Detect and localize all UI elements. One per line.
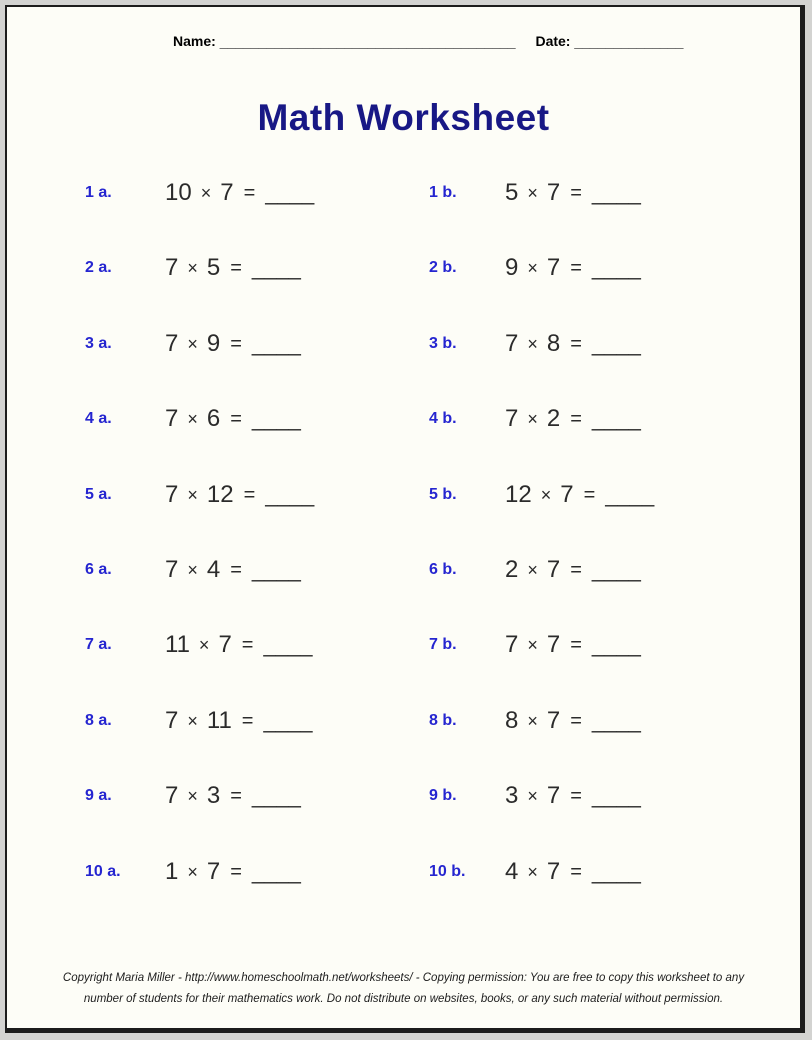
problem-expression-4a	[165, 405, 301, 433]
multiply-sign-1a: ×	[200, 183, 212, 203]
equals-sign-9b: =	[570, 785, 582, 808]
multiply-sign-4a: ×	[187, 409, 198, 430]
problem-expression-3b	[505, 330, 641, 358]
problem-row-3	[7, 330, 800, 362]
equals-sign-7a: =	[241, 634, 254, 657]
answer-blank-5a: ____	[265, 481, 315, 507]
problem-expression-1b	[505, 179, 641, 207]
multiply-sign-10a: ×	[187, 861, 198, 882]
factor-1-1a: 10	[165, 179, 192, 206]
factor-2-10b: 7	[546, 857, 561, 885]
answer-blank-1b: ____	[591, 180, 641, 205]
factor-2-8b: 7	[546, 706, 561, 734]
equals-sign-8b: =	[570, 709, 582, 732]
problem-label-6a: 6 a.	[85, 561, 112, 578]
problem-label-2a: 2 a.	[85, 259, 112, 277]
multiply-sign-5b: ×	[540, 484, 552, 505]
factor-1-3b: 7	[505, 329, 519, 357]
problem-expression-8b	[505, 707, 641, 735]
problem-label-9a: 9 a.	[85, 787, 112, 805]
multiply-sign-4b: ×	[527, 409, 538, 430]
equals-sign-5b: =	[583, 483, 596, 506]
answer-blank-5b: ____	[605, 481, 655, 507]
equals-sign-1b: =	[570, 182, 582, 204]
copyright-line-2: number of students for their mathematics work. Do not distribute on websites, books, or any such material without permission.	[83, 993, 724, 1005]
problem-label-4b: 4 b.	[429, 410, 457, 428]
problem-expression-5a	[165, 481, 314, 509]
problem-label-5a: 5 a.	[85, 485, 112, 503]
problem-expression-3a	[165, 330, 301, 358]
factor-2-5b: 7	[560, 480, 574, 508]
copyright-footer	[7, 968, 800, 1010]
factor-1-9b: 3	[505, 782, 519, 810]
answer-blank-4a: ____	[251, 406, 301, 432]
problem-label-3b: 3 b.	[429, 334, 457, 352]
problem-label-8b: 8 b.	[429, 711, 457, 729]
multiply-sign-5a: ×	[187, 484, 198, 505]
answer-blank-8a: ____	[263, 707, 313, 733]
multiply-sign-6a: ×	[187, 560, 198, 580]
problem-label-10b: 10 b.	[429, 862, 466, 880]
factor-1-8a: 7	[165, 706, 179, 734]
answer-blank-3b: ____	[591, 330, 641, 356]
factor-2-4a: 6	[206, 405, 221, 433]
problem-row-2	[7, 254, 800, 286]
factor-1-6a: 7	[165, 556, 179, 583]
problem-label-5b: 5 b.	[429, 485, 457, 503]
problem-label-1b: 1 b.	[429, 184, 457, 201]
multiply-sign-6b: ×	[527, 560, 538, 580]
worksheet-title: Math Worksheet	[257, 97, 550, 138]
problem-expression-6a	[165, 556, 301, 584]
factor-2-9a: 3	[206, 782, 221, 810]
multiply-sign-8a: ×	[187, 710, 198, 731]
multiply-sign-2b: ×	[527, 258, 538, 279]
factor-1-10a: 1	[165, 857, 179, 885]
problem-row-6	[7, 556, 800, 588]
factor-2-3a: 9	[206, 329, 221, 357]
factor-2-2b: 7	[546, 254, 561, 282]
problem-expression-7a	[165, 631, 312, 659]
factor-1-4b: 7	[505, 405, 519, 433]
answer-blank-8b: ____	[591, 707, 641, 733]
factor-2-7a: 7	[218, 631, 232, 659]
problem-row-9	[7, 782, 800, 814]
problem-label-6b: 6 b.	[429, 561, 457, 578]
equals-sign-2b: =	[570, 257, 582, 280]
factor-2-7b: 7	[546, 631, 561, 659]
date-blank-line: ______________	[574, 33, 684, 49]
factor-2-1b: 7	[546, 179, 561, 206]
multiply-sign-8b: ×	[527, 710, 538, 731]
worksheet-page	[5, 5, 805, 1033]
multiply-sign-7b: ×	[527, 635, 538, 656]
factor-2-5a: 12	[206, 480, 234, 508]
equals-sign-10b: =	[570, 860, 582, 883]
answer-blank-3a: ____	[251, 330, 301, 356]
answer-blank-9a: ____	[251, 783, 301, 809]
problem-expression-1a	[165, 179, 314, 207]
answer-blank-10b: ____	[591, 858, 641, 884]
problem-label-10a: 10 a.	[85, 862, 121, 880]
factor-2-8a: 11	[206, 706, 232, 734]
factor-1-8b: 8	[505, 706, 519, 734]
problem-row-10	[7, 858, 800, 890]
equals-sign-6a: =	[230, 559, 242, 581]
problem-expression-10b	[505, 858, 641, 886]
problem-row-7	[7, 631, 800, 663]
problem-expression-10a	[165, 858, 301, 886]
answer-blank-7a: ____	[263, 632, 313, 658]
multiply-sign-10b: ×	[527, 861, 538, 882]
multiply-sign-7a: ×	[198, 635, 210, 656]
answer-blank-2a: ____	[251, 255, 301, 281]
multiply-sign-3a: ×	[187, 333, 198, 354]
problem-label-4a: 4 a.	[85, 410, 112, 428]
name-label: Name:	[173, 33, 216, 49]
name-blank-line: ______________________________________	[219, 33, 516, 49]
problem-expression-4b	[505, 405, 641, 433]
equals-sign-10a: =	[230, 860, 242, 883]
problem-label-8a: 8 a.	[85, 711, 112, 729]
factor-2-2a: 5	[206, 254, 221, 282]
multiply-sign-9a: ×	[187, 786, 198, 807]
factor-1-9a: 7	[165, 782, 179, 810]
problem-expression-8a	[165, 707, 312, 735]
problem-row-1	[7, 179, 800, 211]
equals-sign-3b: =	[570, 332, 582, 355]
problem-label-9b: 9 b.	[429, 787, 457, 805]
name-date-header	[173, 33, 683, 49]
answer-blank-2b: ____	[591, 255, 641, 281]
problem-label-1a: 1 a.	[85, 184, 112, 201]
equals-sign-2a: =	[230, 257, 242, 280]
problem-expression-9b	[505, 782, 641, 810]
factor-1-5b: 12	[505, 480, 532, 508]
answer-blank-4b: ____	[591, 406, 641, 432]
factor-2-10a: 7	[206, 857, 221, 885]
problem-label-7a: 7 a.	[85, 636, 112, 654]
factor-1-10b: 4	[505, 857, 519, 885]
date-label: Date:	[535, 33, 571, 49]
problem-row-8	[7, 707, 800, 739]
equals-sign-1a: =	[243, 182, 256, 204]
problem-expression-2b	[505, 254, 641, 282]
answer-blank-10a: ____	[251, 858, 301, 884]
equals-sign-9a: =	[230, 785, 242, 808]
problem-expression-5b	[505, 481, 654, 509]
factor-2-3b: 8	[546, 329, 561, 357]
factor-1-7a: 11	[165, 631, 190, 659]
multiply-sign-2a: ×	[187, 258, 198, 279]
equals-sign-5a: =	[243, 483, 256, 506]
equals-sign-4b: =	[570, 408, 582, 431]
factor-1-1b: 5	[505, 179, 519, 206]
factor-1-2a: 7	[165, 254, 179, 282]
factor-1-7b: 7	[505, 631, 519, 659]
answer-blank-7b: ____	[591, 632, 641, 658]
answer-blank-6a: ____	[251, 557, 301, 582]
factor-2-6b: 7	[546, 556, 561, 583]
answer-blank-1a: ____	[265, 180, 315, 205]
factor-2-9b: 7	[546, 782, 561, 810]
problem-expression-9a	[165, 782, 301, 810]
equals-sign-3a: =	[230, 332, 242, 355]
equals-sign-6b: =	[570, 559, 582, 581]
answer-blank-9b: ____	[591, 783, 641, 809]
problem-label-2b: 2 b.	[429, 259, 457, 277]
factor-2-6a: 4	[206, 556, 221, 583]
multiply-sign-3b: ×	[527, 333, 538, 354]
multiply-sign-1b: ×	[527, 183, 538, 203]
problem-expression-7b	[505, 631, 641, 659]
answer-blank-6b: ____	[591, 557, 641, 582]
equals-sign-8a: =	[241, 709, 254, 732]
problem-expression-6b	[505, 556, 641, 584]
factor-1-4a: 7	[165, 405, 179, 433]
problem-label-7b: 7 b.	[429, 636, 457, 654]
factor-1-3a: 7	[165, 329, 179, 357]
copyright-line-1: Copyright Maria Miller - http://www.homeschoolmath.net/worksheets/ - Copying permission: You are free to copy this worksheet to any	[62, 972, 745, 984]
equals-sign-4a: =	[230, 408, 242, 431]
factor-2-1a: 7	[220, 179, 234, 206]
problem-row-5	[7, 481, 800, 513]
multiply-sign-9b: ×	[527, 786, 538, 807]
factor-1-2b: 9	[505, 254, 519, 282]
factor-1-6b: 2	[505, 556, 519, 583]
problem-expression-2a	[165, 254, 301, 282]
factor-1-5a: 7	[165, 480, 179, 508]
factor-2-4b: 2	[546, 405, 561, 433]
problem-row-4	[7, 405, 800, 437]
equals-sign-7b: =	[570, 634, 582, 657]
problem-label-3a: 3 a.	[85, 334, 112, 352]
